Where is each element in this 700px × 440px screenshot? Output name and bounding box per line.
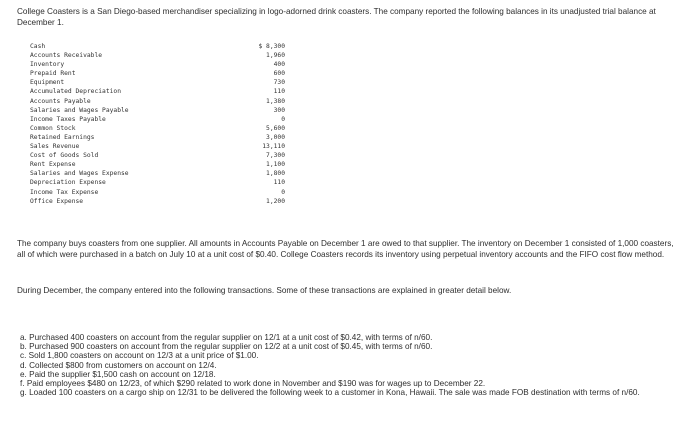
account-name: Salaries and Wages Expense — [30, 170, 129, 178]
account-amount: 1,200 — [266, 197, 285, 205]
trial-balance-row — [30, 169, 285, 178]
account-name: Prepaid Rent — [30, 70, 76, 78]
account-name: Income Tax Expense — [30, 188, 99, 196]
account-name: Accounts Payable — [30, 97, 91, 105]
trial-balance-row — [30, 97, 285, 106]
account-name: Office Expense — [30, 197, 84, 205]
account-amount: 1,380 — [266, 97, 285, 105]
transaction-item: b. Purchased 900 coasters on account from the regular supplier on 12/2 at a unit cost of $0.45, with terms of n/60. — [20, 342, 433, 352]
account-amount: 730 — [273, 79, 285, 87]
account-name: Income Taxes Payable — [30, 115, 106, 123]
transaction-item: e. Paid the supplier $1,500 cash on account on 12/18. — [20, 369, 216, 379]
account-name: Sales Revenue — [30, 143, 80, 151]
trial-balance — [30, 42, 285, 206]
trial-balance-row — [30, 87, 285, 96]
trial-balance-row — [30, 133, 285, 142]
trial-balance-row — [30, 197, 285, 206]
account-name: Depreciation Expense — [30, 179, 106, 187]
trial-balance-row — [30, 115, 285, 124]
trial-balance-row — [30, 178, 285, 187]
trial-balance-row — [30, 78, 285, 87]
trial-balance-row — [30, 160, 285, 169]
account-name: Retained Earnings — [30, 133, 95, 141]
account-name: Common Stock — [30, 124, 76, 132]
transaction-item: f. Paid employees $480 on 12/23, of which $290 related to work done in November and $190 was for wages up to December 22. — [20, 379, 486, 389]
trial-balance-row — [30, 124, 285, 133]
trial-balance-row — [30, 188, 285, 197]
account-amount: 1,100 — [266, 161, 285, 169]
account-amount: 0 — [281, 115, 285, 123]
trial-balance-row — [30, 142, 285, 151]
account-name: Inventory — [30, 61, 65, 69]
account-amount: 13,110 — [262, 143, 285, 151]
account-amount: 110 — [273, 88, 285, 96]
account-name: Cost of Goods Sold — [30, 152, 99, 160]
account-name: Cash — [30, 43, 46, 50]
account-amount: $ 8,300 — [258, 43, 285, 50]
account-amount: 1,800 — [266, 170, 285, 178]
account-amount: 1,960 — [266, 52, 285, 60]
account-amount: 300 — [273, 106, 285, 114]
transactions-list — [20, 333, 680, 397]
transaction-item: d. Collected $800 from customers on account on 12/4. — [20, 360, 217, 370]
account-amount: 0 — [281, 188, 285, 196]
account-amount: 3,000 — [266, 133, 285, 141]
supplier-paragraph: The company buys coasters from one supplier. All amounts in Accounts Payable on December 1 are owed to that supplier. The inventory on December 1 consisted of 1,000 coasters, all of which were purchased in a batch on July 10 at a unit cost of $0.40. College Coasters records its inventory using perpetual inventory accounts and the FIFO cost flow method. — [17, 239, 674, 259]
account-name: Accounts Receivable — [30, 52, 103, 60]
transaction-item: c. Sold 1,800 coasters on account on 12/3 at a unit price of $1.00. — [20, 351, 259, 361]
account-name: Equipment — [30, 79, 65, 87]
trial-balance-row — [30, 42, 285, 51]
trial-balance-row — [30, 106, 285, 115]
account-amount: 7,300 — [266, 152, 285, 160]
account-name: Salaries and Wages Payable — [30, 106, 129, 114]
account-amount: 600 — [273, 70, 285, 78]
account-amount: 5,600 — [266, 124, 285, 132]
account-amount: 110 — [273, 179, 285, 187]
trial-balance-row — [30, 51, 285, 60]
trial-balance-row — [30, 69, 285, 78]
trial-balance-row — [30, 151, 285, 160]
transaction-item: g. Loaded 100 coasters on a cargo ship on 12/31 to be delivered the following week to a customer in Kona, Hawaii. The sale was made FOB destination with terms of n/60. — [20, 388, 640, 398]
trial-balance-row — [30, 60, 285, 69]
account-name: Rent Expense — [30, 161, 76, 169]
transaction-item: a. Purchased 400 coasters on account from the regular supplier on 12/1 at a unit cost of $0.42, with terms of n/60. — [20, 333, 433, 342]
transactions-intro-paragraph: During December, the company entered into the following transactions. Some of these transactions are explained in greater detail below. — [17, 286, 512, 295]
account-amount: 400 — [273, 61, 285, 69]
intro-paragraph: College Coasters is a San Diego-based merchandiser specializing in logo-adorned drink coasters. The company reported the following balances in its unadjusted trial balance at December 1. — [17, 7, 656, 27]
account-name: Accumulated Depreciation — [30, 88, 121, 96]
